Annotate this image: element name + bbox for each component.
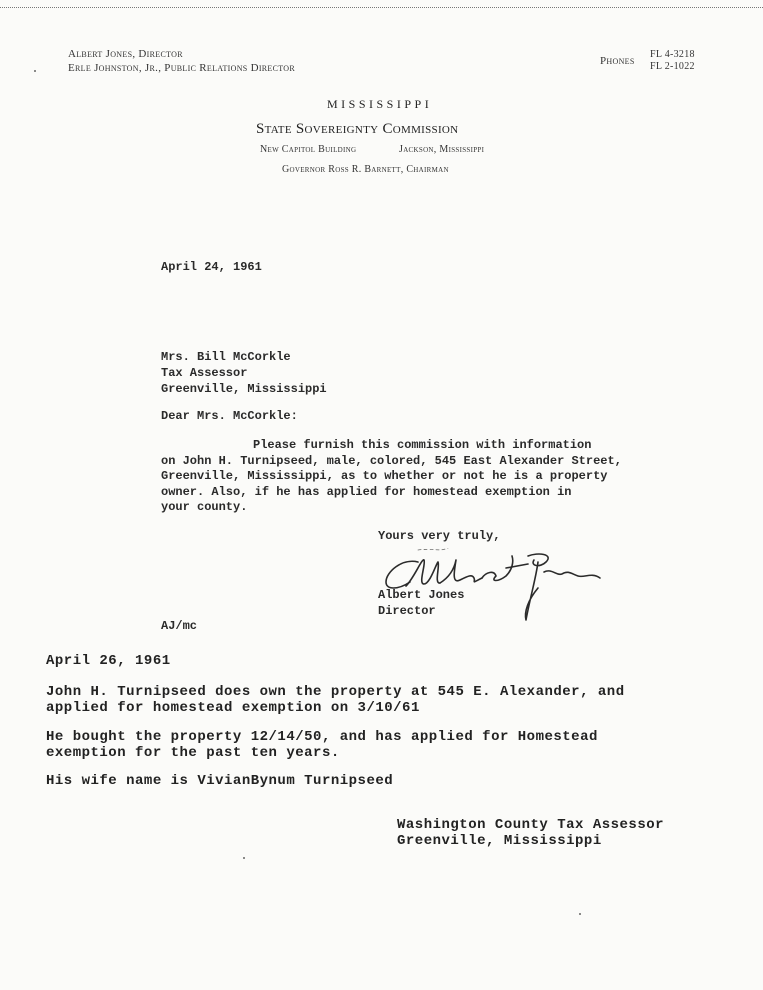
recipient-title: Tax Assessor xyxy=(161,366,248,380)
body-line: on John H. Turnipseed, male, colored, 545 East Alexander Street, xyxy=(161,453,622,468)
scan-speck xyxy=(34,70,36,72)
reply-paragraph-1 xyxy=(46,684,625,716)
letter-body xyxy=(161,438,622,516)
recipient-city: Greenville, Mississippi xyxy=(161,382,327,396)
phone-number-1: FL 4-3218 xyxy=(650,49,695,60)
reply-line: John H. Turnipseed does own the property at 545 E. Alexander, and xyxy=(46,684,625,700)
letterhead-commission: State Sovereignty Commission xyxy=(256,121,459,137)
letter-date: April 24, 1961 xyxy=(161,260,262,274)
scan-speck xyxy=(243,857,245,859)
letterhead-director: Albert Jones, Director xyxy=(68,48,183,60)
reply-office: Washington County Tax Assessor xyxy=(397,817,665,833)
recipient-block xyxy=(161,349,327,397)
letterhead-pr-director: Erle Johnston, Jr., Public Relations Director xyxy=(68,62,295,74)
salutation: Dear Mrs. McCorkle: xyxy=(161,409,298,423)
reply-paragraph-3: His wife name is VivianBynum Turnipseed xyxy=(46,773,394,789)
signer-name: Albert Jones xyxy=(378,588,465,602)
reply-line: exemption for the past ten years. xyxy=(46,745,340,761)
page-top-edge xyxy=(0,0,763,8)
letterhead-building: New Capitol Building xyxy=(260,144,357,155)
body-line: owner. Also, if he has applied for homestead exemption in xyxy=(161,484,572,499)
signer-block xyxy=(378,588,464,619)
signer-title: Director xyxy=(378,603,436,618)
body-line: Please furnish this commission with information xyxy=(253,438,592,452)
reply-city: Greenville, Mississippi xyxy=(397,833,602,849)
reply-paragraph-2 xyxy=(46,729,598,761)
reply-date: April 26, 1961 xyxy=(46,653,171,669)
recipient-name: Mrs. Bill McCorkle xyxy=(161,350,291,364)
phones-label: Phones xyxy=(600,55,635,67)
letterhead-state: MISSISSIPPI xyxy=(327,97,433,111)
letterhead-chairman: Governor Ross R. Barnett, Chairman xyxy=(282,164,449,175)
closing: Yours very truly, xyxy=(378,529,501,543)
typist-initials: AJ/mc xyxy=(161,619,198,633)
body-line: Greenville, Mississippi, as to whether or not he is a property xyxy=(161,469,608,483)
letterhead-city: Jackson, Mississippi xyxy=(399,144,485,155)
reply-line: He bought the property 12/14/50, and has applied for Homestead xyxy=(46,729,598,745)
phone-number-2: FL 2-1022 xyxy=(650,61,695,72)
reply-line: applied for homestead exemption on 3/10/61 xyxy=(46,700,420,716)
reply-signature-block xyxy=(397,817,664,849)
body-line: your county. xyxy=(161,500,248,514)
scan-speck xyxy=(579,913,581,915)
